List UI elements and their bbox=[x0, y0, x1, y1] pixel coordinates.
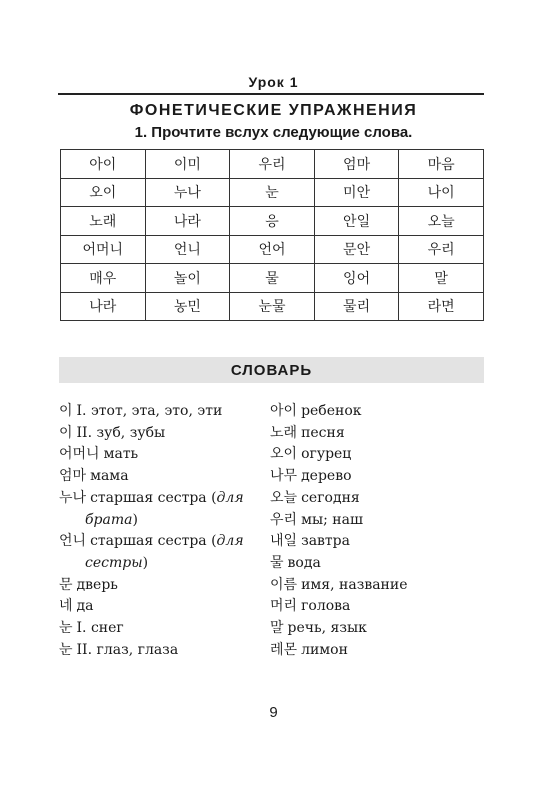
table-cell: 눈 bbox=[230, 178, 315, 207]
vocab-korean: 누나 bbox=[59, 489, 87, 506]
vocab-korean: 물 bbox=[270, 554, 284, 571]
page-number: 9 bbox=[269, 704, 278, 721]
table-cell: 물리 bbox=[314, 292, 399, 321]
vocab-korean: 오이 bbox=[270, 446, 298, 463]
table-row bbox=[61, 207, 484, 236]
vocab-russian: дверь bbox=[76, 576, 118, 593]
vocab-entry bbox=[59, 401, 269, 423]
vocab-korean: 오늘 bbox=[270, 489, 298, 506]
vocab-russian: имя, название bbox=[301, 576, 408, 593]
table-row bbox=[61, 235, 484, 264]
vocabulary-right-column bbox=[270, 401, 484, 661]
vocab-russian: II. глаз, глаза bbox=[76, 641, 179, 658]
table-cell: 언어 bbox=[230, 235, 315, 264]
vocab-russian: да bbox=[76, 598, 94, 615]
vocab-entry bbox=[270, 553, 484, 575]
vocab-russian: голова bbox=[301, 598, 351, 615]
vocab-entry bbox=[59, 640, 269, 662]
vocab-korean: 내일 bbox=[270, 533, 298, 550]
vocab-korean: 레몬 bbox=[270, 641, 298, 658]
vocab-korean: 나무 bbox=[270, 468, 298, 485]
table-cell: 미안 bbox=[314, 178, 399, 207]
table-cell: 놀이 bbox=[145, 264, 230, 293]
table-cell: 매우 bbox=[61, 264, 146, 293]
vocab-korean: 언니 bbox=[59, 533, 87, 550]
table-cell: 물 bbox=[230, 264, 315, 293]
vocab-entry bbox=[270, 596, 484, 618]
vocab-russian: лимон bbox=[301, 641, 348, 658]
vocab-russian: ребенок bbox=[301, 403, 362, 419]
vocab-russian: вода bbox=[287, 554, 321, 571]
vocab-entry bbox=[270, 531, 484, 553]
vocab-korean: 노래 bbox=[270, 424, 298, 441]
table-row bbox=[61, 150, 484, 179]
vocab-korean: 이 bbox=[59, 403, 73, 419]
vocab-russian: мать bbox=[103, 446, 139, 463]
vocab-note: брата bbox=[85, 511, 133, 528]
vocab-russian: I. снег bbox=[76, 620, 124, 637]
vocab-entry bbox=[59, 618, 269, 640]
vocab-entry bbox=[270, 488, 484, 510]
vocab-russian: старшая сестра bbox=[90, 489, 207, 506]
vocab-korean: 머리 bbox=[270, 598, 298, 615]
vocab-entry bbox=[59, 444, 269, 466]
table-cell: 안일 bbox=[314, 207, 399, 236]
word-table bbox=[60, 149, 484, 321]
vocab-note: сестры bbox=[85, 554, 143, 571]
vocab-russian: сегодня bbox=[301, 489, 360, 506]
vocab-korean: 문 bbox=[59, 576, 73, 593]
table-cell: 라면 bbox=[399, 292, 484, 321]
vocab-entry bbox=[59, 423, 269, 445]
table-cell: 눈물 bbox=[230, 292, 315, 321]
vocab-russian: II. зуб, зубы bbox=[76, 424, 166, 441]
vocab-entry bbox=[270, 510, 484, 532]
vocab-russian: речь, язык bbox=[287, 620, 367, 637]
vocab-russian: завтра bbox=[301, 533, 350, 550]
vocab-russian: песня bbox=[301, 424, 345, 441]
header-rule bbox=[58, 93, 484, 95]
table-cell: 나라 bbox=[145, 207, 230, 236]
exercise-instruction: 1. Прочтите вслух следующие слова. bbox=[134, 124, 413, 141]
table-cell: 나이 bbox=[399, 178, 484, 207]
vocabulary-left-column bbox=[59, 401, 269, 661]
vocab-korean: 아이 bbox=[270, 403, 298, 419]
section-title: ФОНЕТИЧЕСКИЕ УПРАЖНЕНИЯ bbox=[129, 102, 418, 119]
vocab-korean: 네 bbox=[59, 598, 73, 615]
vocab-russian: мама bbox=[90, 468, 129, 485]
vocab-korean: 엄마 bbox=[59, 468, 87, 485]
vocab-entry bbox=[270, 640, 484, 662]
table-row bbox=[61, 264, 484, 293]
table-cell: 아이 bbox=[61, 150, 146, 179]
vocab-entry bbox=[59, 596, 269, 618]
table-cell: 오이 bbox=[61, 178, 146, 207]
table-cell: 마음 bbox=[399, 150, 484, 179]
vocab-entry: 누나 старшая сестра (для брата) bbox=[59, 489, 244, 528]
vocab-entry bbox=[270, 575, 484, 597]
table-cell: 우리 bbox=[399, 235, 484, 264]
vocab-entry bbox=[270, 444, 484, 466]
lesson-title: Урок 1 bbox=[248, 74, 299, 90]
vocab-note: для bbox=[216, 489, 244, 506]
vocab-korean: 눈 bbox=[59, 620, 73, 637]
vocab-russian: огурец bbox=[301, 446, 352, 463]
table-cell: 응 bbox=[230, 207, 315, 236]
table-cell: 오늘 bbox=[399, 207, 484, 236]
table-cell: 엄마 bbox=[314, 150, 399, 179]
vocab-entry bbox=[270, 466, 484, 488]
vocab-entry bbox=[270, 401, 484, 423]
table-cell: 잉어 bbox=[314, 264, 399, 293]
vocab-entry bbox=[270, 618, 484, 640]
table-cell: 농민 bbox=[145, 292, 230, 321]
table-cell: 우리 bbox=[230, 150, 315, 179]
vocab-russian: старшая сестра bbox=[90, 533, 207, 550]
table-cell: 언니 bbox=[145, 235, 230, 264]
table-cell: 이미 bbox=[145, 150, 230, 179]
vocab-russian: дерево bbox=[301, 468, 352, 485]
vocab-entry bbox=[59, 466, 269, 488]
vocab-entry bbox=[270, 423, 484, 445]
vocabulary-title: СЛОВАРЬ bbox=[59, 357, 484, 383]
vocab-russian: мы; наш bbox=[301, 511, 363, 528]
table-row bbox=[61, 292, 484, 321]
table-cell: 문안 bbox=[314, 235, 399, 264]
vocab-entry bbox=[59, 575, 269, 597]
vocab-korean: 우리 bbox=[270, 511, 298, 528]
vocab-korean: 어머니 bbox=[59, 446, 100, 463]
vocab-korean: 이름 bbox=[270, 576, 298, 593]
vocab-note: для bbox=[216, 533, 244, 550]
vocab-korean: 이 bbox=[59, 424, 73, 441]
table-cell: 노래 bbox=[61, 207, 146, 236]
table-cell: 누나 bbox=[145, 178, 230, 207]
table-row bbox=[61, 178, 484, 207]
vocab-entry: 언니 старшая сестра (для сестры) bbox=[59, 533, 244, 571]
table-cell: 어머니 bbox=[61, 235, 146, 264]
vocab-korean: 말 bbox=[270, 620, 284, 637]
table-cell: 나라 bbox=[61, 292, 146, 321]
vocab-korean: 눈 bbox=[59, 641, 73, 658]
vocab-russian: I. этот, эта, это, эти bbox=[76, 403, 223, 419]
table-cell: 말 bbox=[399, 264, 484, 293]
